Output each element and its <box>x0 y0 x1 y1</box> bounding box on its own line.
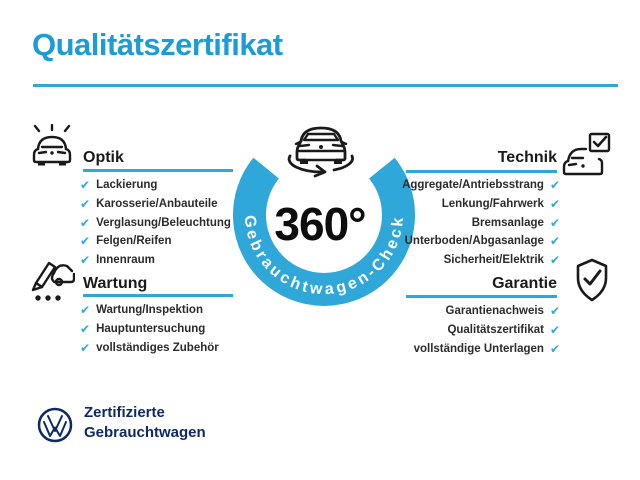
checklist-item-label: Lackierung <box>96 179 158 192</box>
checklist-item-label: vollständiges Zubehör <box>96 341 219 354</box>
checklist-wartung <box>80 301 219 357</box>
checklist-item-label: Garantienachweis <box>445 305 544 318</box>
check-icon: ✔ <box>80 178 91 193</box>
page-title: Qualitätszertifikat <box>32 27 283 62</box>
checklist-item <box>370 302 560 321</box>
checklist-item <box>370 195 560 214</box>
check-icon: ✔ <box>549 197 560 212</box>
check-icon: ✔ <box>549 341 560 356</box>
checklist-item-label: Aggregate/Antriebsstrang <box>402 179 544 192</box>
checklist-item-label: Verglasung/Beleuchtung <box>96 216 231 229</box>
checklist-item-label: Sicherheit/Elektrik <box>443 254 544 267</box>
checklist-item-label: vollständige Unterlagen <box>413 342 544 355</box>
checklist-item <box>80 232 231 251</box>
checklist-item-label: Hauptuntersuchung <box>96 323 206 336</box>
shield-check-icon <box>572 257 612 303</box>
checklist-item <box>370 251 560 270</box>
check-icon: ✔ <box>80 234 91 249</box>
checklist-item-label: Bremsanlage <box>471 216 544 229</box>
checklist-item <box>370 339 560 358</box>
degree-label: 360° <box>274 198 366 250</box>
checklist-garantie <box>370 302 560 358</box>
service-checklist-icon <box>27 258 75 304</box>
check-icon: ✔ <box>549 234 560 249</box>
check-icon: ✔ <box>549 323 560 338</box>
section-title-wartung: Wartung <box>83 275 148 292</box>
checklist-item <box>370 321 560 340</box>
check-icon: ✔ <box>549 215 560 230</box>
check-icon: ✔ <box>80 340 91 355</box>
checklist-item-label: Wartung/Inspektion <box>96 304 203 317</box>
underline-optik <box>83 169 233 172</box>
check-icon: ✔ <box>80 253 91 268</box>
car-rotation-icon <box>289 128 352 176</box>
checklist-item <box>370 213 560 232</box>
checklist-item-label: Unterboden/Abgasanlage <box>404 235 544 248</box>
car-front-shine-icon <box>29 124 75 172</box>
checklist-item-label: Felgen/Reifen <box>96 235 172 248</box>
underline-garantie <box>406 295 557 298</box>
footer-brand-text <box>84 403 206 442</box>
checklist-item <box>80 320 219 339</box>
checklist-item <box>80 195 231 214</box>
check-icon: ✔ <box>549 304 560 319</box>
footer-line-2: Gebrauchtwagen <box>84 423 206 441</box>
car-checkbox-icon <box>562 132 612 180</box>
check-icon: ✔ <box>80 197 91 212</box>
checklist-item <box>80 251 231 270</box>
checklist-item-label: Lenkung/Fahrwerk <box>441 198 544 211</box>
vw-logo <box>36 406 74 444</box>
check-icon: ✔ <box>549 253 560 268</box>
checklist-item <box>80 301 219 320</box>
checklist-item-label: Karosserie/Anbauteile <box>96 198 218 211</box>
checklist-item-label: Qualitätszertifikat <box>447 324 544 337</box>
checklist-item <box>370 232 560 251</box>
check-icon: ✔ <box>549 178 560 193</box>
section-title-optik: Optik <box>83 149 124 166</box>
section-title-technik: Technik <box>497 149 557 166</box>
section-title-garantie: Garantie <box>492 275 557 292</box>
check-icon: ✔ <box>80 303 91 318</box>
checklist-item <box>80 338 219 357</box>
checklist-item <box>80 213 231 232</box>
checklist-item <box>370 176 560 195</box>
ring-curved-text: Gebrauchtwagen-Check <box>240 214 408 299</box>
underline-wartung <box>83 294 233 297</box>
checklist-item-label: Innenraum <box>96 254 155 267</box>
checklist-technik <box>370 176 560 269</box>
checklist-optik <box>80 176 231 269</box>
check-icon: ✔ <box>80 215 91 230</box>
underline-technik <box>406 170 557 173</box>
check-icon: ✔ <box>80 322 91 337</box>
checklist-item <box>80 176 231 195</box>
footer-line-1: Zertifizierte <box>84 404 165 421</box>
